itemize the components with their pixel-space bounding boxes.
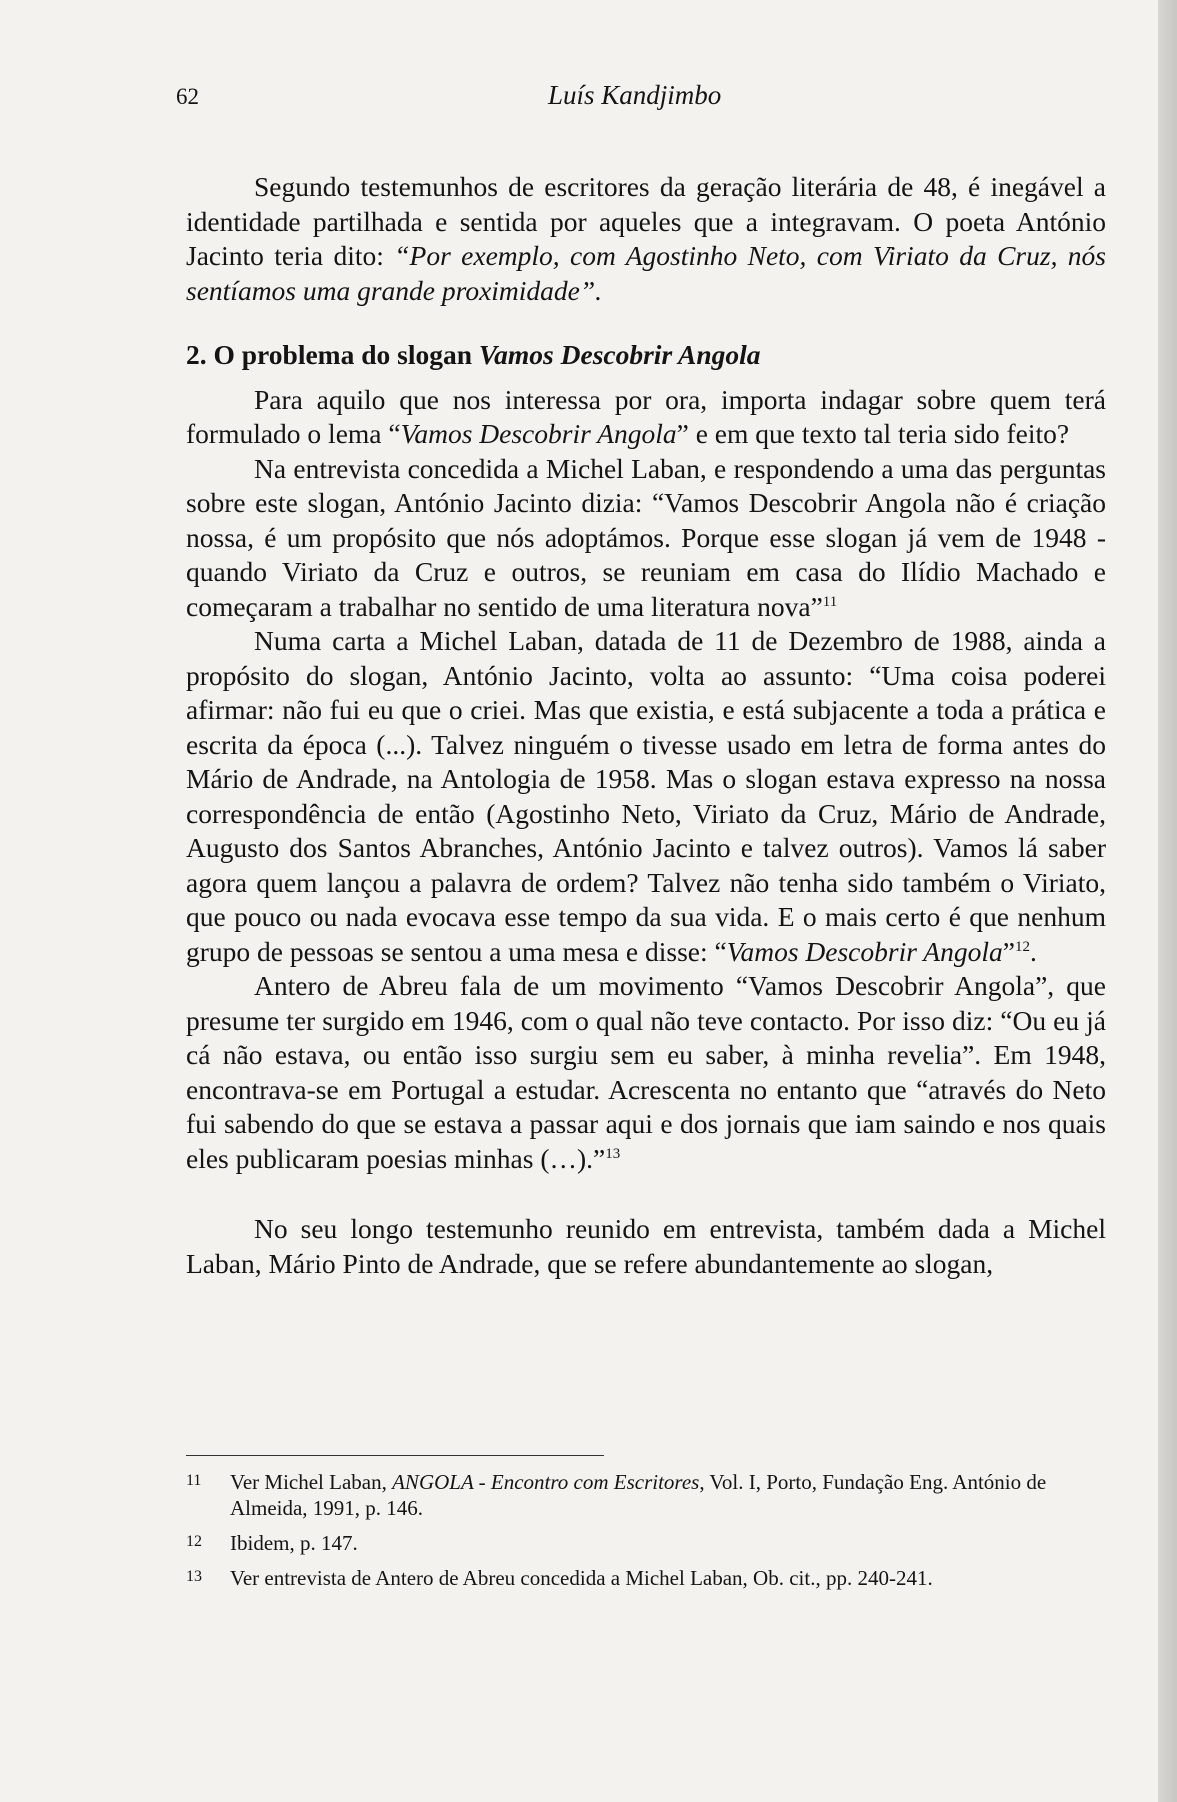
- paragraph-4-close-quote: ”: [1002, 935, 1015, 967]
- paragraph-1-text: Segundo testemunhos de escritores da geração literária de 48, é inegável a identidade partilhada e sentida por aqueles que a integravam. O poeta António Jacinto teria dito:: [186, 171, 1106, 271]
- footnote-italic: ANGOLA - Encontro com Escritores: [392, 1470, 700, 1494]
- paragraph-1-quote: “Por exemplo, com Agostinho Neto, com Viriato da Cruz, nós sentíamos uma grande proximidade”.: [186, 240, 1107, 306]
- footnote-ref-11[interactable]: 11: [822, 593, 838, 610]
- footnote-11: [186, 1468, 1106, 1521]
- paragraph-6-text: No seu longo testemunho reunido em entrevista, também dada a Michel Laban, Mário Pinto de Andrade, que se refere abundantemente ao slogan,: [186, 1213, 1106, 1279]
- footnote-13: [186, 1564, 1106, 1591]
- footnote-text-end: , Vol. I, Porto, Fundação Eng. António de Almeida, 1991, p. 146.: [230, 1470, 1047, 1520]
- body-text: [186, 170, 1106, 1281]
- paragraph-2-italic: Vamos Descobrir Angola: [400, 418, 677, 449]
- footnote-text: Ver entrevista de Antero de Abreu concedida a Michel Laban, Ob. cit., pp. 240-241.: [230, 1566, 933, 1590]
- paragraph-gap: [186, 1176, 1106, 1212]
- running-head: Luís Kandjimbo: [548, 80, 722, 110]
- footnote-12: [186, 1529, 1106, 1556]
- section-heading: [186, 338, 1106, 373]
- paragraph-2-end: ” e em que texto tal teria sido feito?: [676, 418, 1070, 449]
- section-heading-italic: Vamos Descobrir Angola: [478, 339, 761, 370]
- paragraph-6: [186, 1212, 1106, 1281]
- footnote-number: 12: [186, 1533, 202, 1550]
- page-header: [176, 80, 1116, 116]
- footnote-number: 13: [186, 1568, 202, 1585]
- paragraph-4-end: .: [1029, 935, 1037, 967]
- footnote-ref-12[interactable]: 12: [1014, 938, 1030, 955]
- page-number: 62: [176, 84, 199, 109]
- footnote-text: Ver Michel Laban,: [230, 1470, 393, 1494]
- paragraph-4-italic: Vamos Descobrir Angola: [726, 935, 1003, 967]
- footnote-ref-13[interactable]: 13: [605, 1145, 621, 1162]
- paragraph-5: [186, 969, 1106, 1176]
- page-edge: [1158, 0, 1177, 1802]
- paragraph-2-text: Para aquilo que nos interessa por ora, importa indagar sobre quem terá formulado o lema “: [186, 383, 1106, 449]
- section-heading-text: 2. O problema do slogan: [186, 339, 479, 370]
- paragraph-1: [186, 170, 1106, 308]
- paragraph-4: [186, 624, 1106, 969]
- paragraph-4-text: Numa carta a Michel Laban, datada de 11 de Dezembro de 1988, ainda a propósito do slogan, António Jacinto, volta ao assunto: “Uma coisa poderei afirmar: não fui eu que o criei. Mas que existia, e está subjacente a toda a prática e escrita da época (...). Talvez ninguém o tivesse usado em letra de forma antes do Mário de Andrade, na Antologia de 1958. Mas o slogan estava expresso na nossa correspondência de então (Agostinho Neto, Viriato da Cruz, Mário de Andrade, Augusto dos Santos Abranches, António Jacinto e talvez outros). Vamos lá saber agora quem lançou a palavra de ordem? Talvez não tenha sido também o Viriato, que pouco ou nada evocava esse tempo da sua vida. E o mais certo é que nenhum grupo de pessoas se sentou a uma mesa e disse: “: [186, 625, 1106, 967]
- footnote-number: 11: [186, 1472, 202, 1489]
- paragraph-3-text: Na entrevista concedida a Michel Laban, e respondendo a uma das perguntas sobre este slogan, António Jacinto dizia: “Vamos Descobrir Angola não é criação nossa, é um propósito que nós adoptámos. Porque esse slogan já vem de 1948 - quando Viriato da Cruz e outros, se reuniam em casa do Ilídio Machado e começaram a trabalhar no sentido de uma literatura nova”: [186, 452, 1106, 622]
- paragraph-3: [186, 452, 1106, 625]
- footnotes: [186, 1468, 1106, 1599]
- paragraph-2: [186, 383, 1106, 452]
- paragraph-5-text: Antero de Abreu fala de um movimento “Vamos Descobrir Angola”, que presume ter surgido em 1946, com o qual não teve contacto. Por isso diz: “Ou eu já cá não estava, ou então isso surgiu sem eu saber, à minha revelia”. Em 1948, encontrava-se em Portugal a estudar. Acrescenta no entanto que “através do Neto fui sabendo do que se estava a passar aqui e dos jornais que iam saindo e nos quais eles publicaram poesias minhas (…).”: [186, 970, 1106, 1174]
- footnote-text: Ibidem, p. 147.: [230, 1531, 358, 1555]
- footnote-divider: [186, 1455, 604, 1456]
